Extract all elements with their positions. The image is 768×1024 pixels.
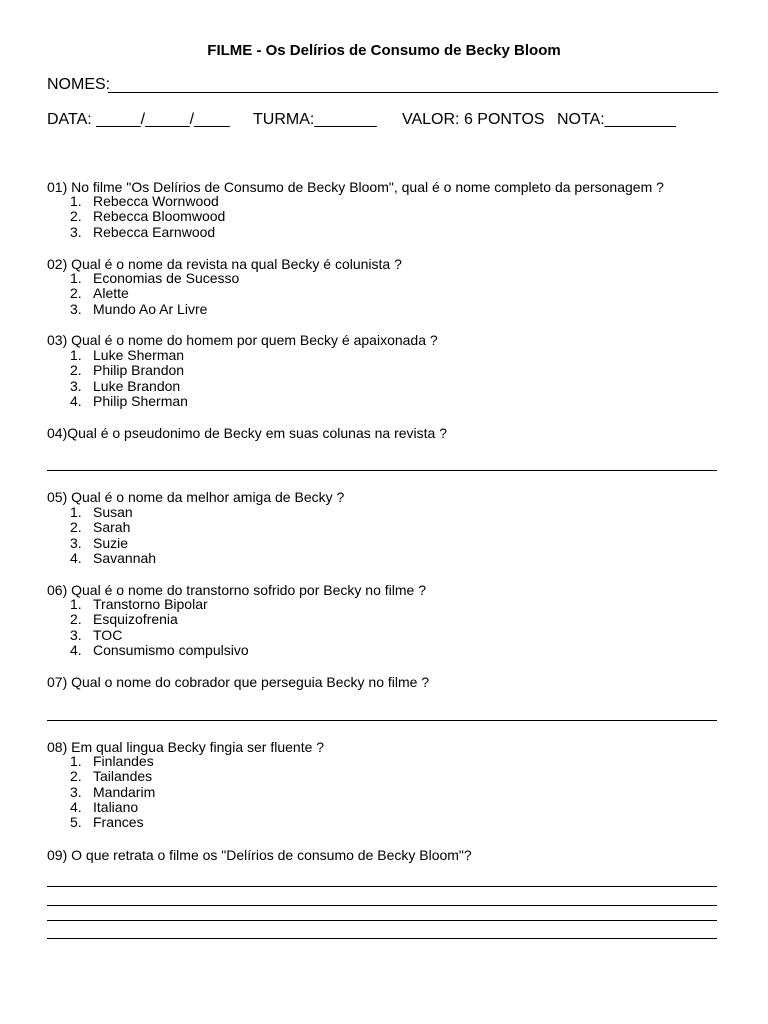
- question-7: 07) Qual o nome do cobrador que perseguia Becky no filme ?: [47, 674, 430, 690]
- answer-line: [47, 886, 717, 887]
- answer-line: [47, 920, 717, 921]
- class-field: TURMA:_______: [253, 111, 377, 128]
- question-1: 01) No filme "Os Delírios de Consumo de Becky Bloom", qual é o nome completo da personagem ?: [47, 179, 664, 195]
- title-bold-part: FILME -: [207, 42, 266, 59]
- answer-line: [47, 720, 717, 721]
- question-3: 03) Qual é o nome do homem por quem Becky é apaixonada ?: [47, 332, 438, 348]
- answer-line: [47, 905, 717, 906]
- answer-line: [47, 938, 717, 939]
- question-6: 06) Qual é o nome do transtorno sofrido por Becky no filme ?: [47, 582, 426, 598]
- question-5: 05) Qual é o nome da melhor amiga de Becky ?: [47, 489, 345, 505]
- worksheet-page: FILME - Os Delírios de Consumo de Becky Bloom NOMES: DATA: _____/_____/____ TURMA:_______ VALOR: 6 PONTOS NOTA:________ 01) No filme "Os Delírios de Consumo de Becky Bloom", qual é o nome completo da personagem ? 1. Rebecca Wornwood 2. Rebecca Bloomwood 3. Rebecca Earnwood 02) Qual é o nome da revista na qual Becky é colunista ? 1. Economias de Sucesso 2. Alette 3. Mundo Ao Ar Livre 03) Qual é o nome do homem por quem Becky é apaixonada ? 1. Luke Sherman 2. Philip Brandon 3. Luke Brandon 4. Philip Sherman 04)Qual é o pseudonimo de Becky em suas colunas na revista ? 05) Qual é o nome da melhor amiga de Becky ? 1. Susan 2. Sarah 3. Suzie 4. Savannah 06) Qual é o nome do transtorno sofrido por Becky no filme ? 1. Transtorno Bipolar 2. Esquizofrenia 3. TOC 4. Consumismo compulsivo 07) Qual o nome do cobrador que perseguia Becky no filme ? 08) Em qual lingua Becky fingia ser fluente ? 1. Finlandes 2. Tailandes 3. Mandarim 4. Italiano 5. Frances 09) O que retrata o filme os "Delírios de consumo de Becky Bloom"?: [0, 0, 768, 1024]
- date-field: DATA: _____/_____/____: [47, 111, 230, 128]
- page-title: [0, 42, 768, 59]
- value-field: VALOR: 6 PONTOS: [402, 111, 545, 128]
- names-line: [108, 78, 718, 93]
- answer-line: [47, 470, 717, 471]
- question-9: 09) O que retrata o filme os "Delírios de consumo de Becky Bloom"?: [47, 847, 472, 863]
- question-8: 08) Em qual lingua Becky fingia ser fluente ?: [47, 739, 325, 755]
- title-movie-name: Os Delírios de Consumo de Becky Bloom: [265, 42, 561, 59]
- question-2: 02) Qual é o nome da revista na qual Becky é colunista ?: [47, 256, 402, 272]
- question-4: 04)Qual é o pseudonimo de Becky em suas colunas na revista ?: [47, 425, 448, 441]
- names-label: NOMES:: [47, 76, 111, 93]
- grade-field: NOTA:________: [557, 111, 676, 128]
